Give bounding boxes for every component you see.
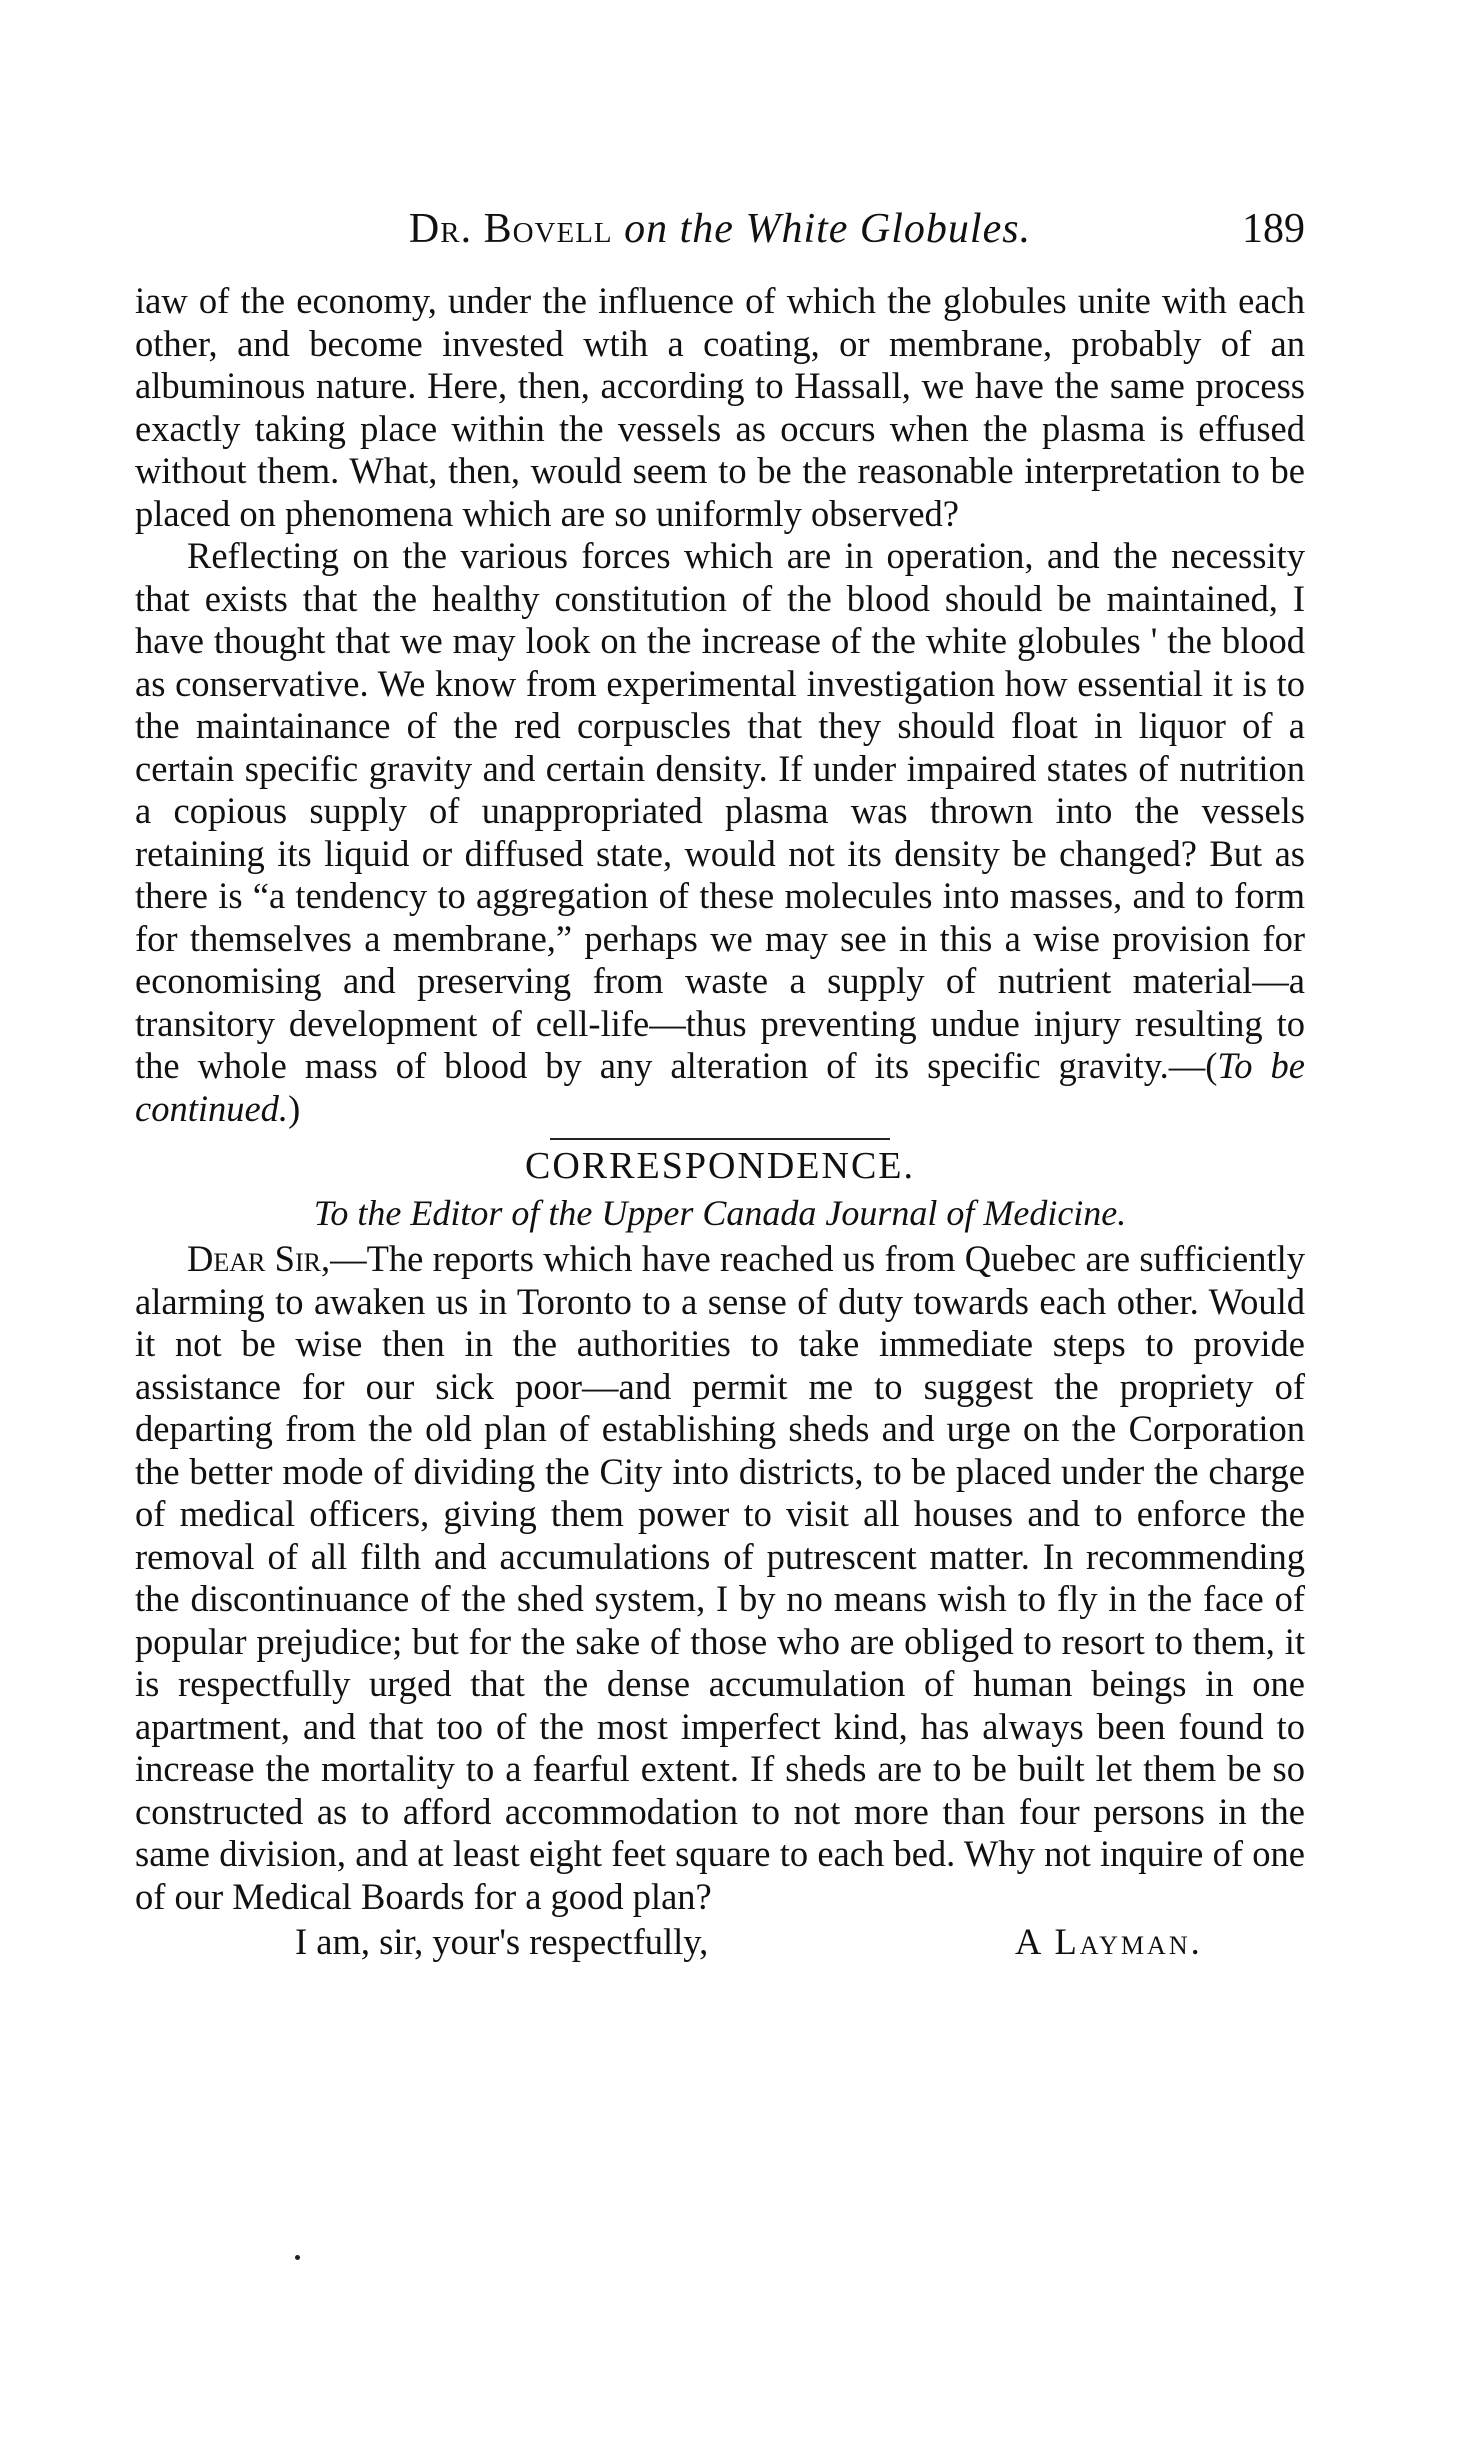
addressee-line: To the Editor of the Upper Canada Journal of Medicine.: [313, 1193, 1127, 1233]
article-paragraph-2: [135, 535, 1305, 1130]
continuation-note: To be continued.: [135, 1045, 1305, 1129]
page-number: 189: [1242, 206, 1305, 252]
letter-signoff: [135, 1920, 1305, 1966]
continuation-close: ): [288, 1087, 301, 1129]
running-head-author: Dr. Bovell: [408, 206, 613, 252]
article-paragraph-1: iaw of the economy, under the influence of which the globules unite with each other, and become invested wtih a coating, or membrane, probably of an albuminous nature. Here, then, according to Hassall, we have the same process exactly taking place within the vessels as occurs when the plasma is effused without them. What, then, would seem to be the reasonable interpretation to be placed on phenomena which are so uniformly observed?: [135, 280, 1305, 534]
section-divider: [550, 1138, 890, 1140]
text-column: [135, 280, 1305, 1966]
letter-closing: I am, sir, your's respectfully,: [295, 1921, 709, 1962]
running-head-topic: the White Globules.: [679, 206, 1032, 252]
letter-signature: A Layman.: [1015, 1921, 1203, 1962]
letter-body-text: —The reports which have reached us from Quebec are sufficiently alarming to awaken us in Toronto to a sense of duty towards each other. Would it not be wise then in the authorities to take immediate steps to provide assistance for our sick poor—and permit me to suggest the propriety of departing from the old plan of establishing sheds and urge on the Corporation the better mode of dividing the City into districts, to be placed under the charge of medical officers, giving them power to visit all houses and to enforce the removal of all filth and accumulations of putrescent matter. In recommending the discontinuance of the shed system, I by no means wish to fly in the face of popular prejudice; but for the sake of those who are obliged to resort to them, it is respectfully urged that the dense accumulation of human beings in one apartment, and that too of the most imperfect kind, has always been found to increase the mortality to a fearful extent. If sheds are to be built let them be so constructed as to afford accommodation to not more than four persons in the same division, and at least eight feet square to each bed. Why not inquire of one of our Medical Boards for a good plan?: [135, 1238, 1305, 1917]
letter-body: [135, 1238, 1305, 1918]
running-title: [135, 205, 1305, 253]
letter-salutation: Dear Sir,: [187, 1238, 331, 1279]
correspondence-heading: CORRESPONDENCE.: [525, 1145, 915, 1187]
ink-speck: [295, 2255, 300, 2260]
article-paragraph-2-text: Reflecting on the various forces which are in operation, and the necessity that exists that the healthy constitution of the blood should be maintained, I have thought that we may look on the increase of the white globules ' the blood as conservative. We know from experimental investigation how essential it is to the maintainance of the red corpuscles that they should float in liquor of a certain specific gravity and certain density. If under impaired states of nutrition a copious supply of unappropriated plasma was thrown into the vessels retaining its liquid or diffused state, would not its density be changed? But as there is “a tendency to aggregation of these molecules into masses, and to form for themselves a membrane,” perhaps we may see in this a wise provision for economising and preserving from waste a supply of nutrient material—a transitory development of cell-life—thus preventing undue injury resulting to the whole mass of blood by any alteration of its specific gravity.—(: [135, 535, 1305, 1086]
running-head: [135, 205, 1305, 261]
running-head-connector: on: [612, 206, 680, 252]
